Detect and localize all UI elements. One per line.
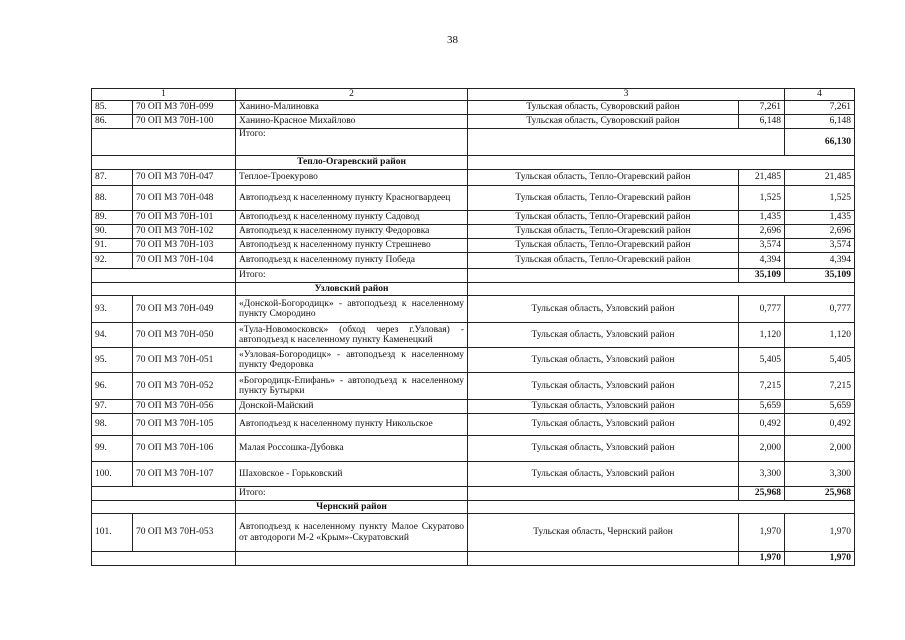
table-row bbox=[92, 462, 855, 487]
total-label: Итого: bbox=[236, 269, 468, 283]
total-label: Итого: bbox=[236, 129, 468, 156]
road-length-1: 21,485 bbox=[739, 170, 785, 186]
total-empty-cell bbox=[468, 552, 739, 566]
district-row bbox=[92, 156, 855, 170]
district-empty-cell bbox=[468, 283, 855, 296]
road-code: 70 ОП МЗ 70Н-051 bbox=[133, 348, 236, 373]
road-name: Автоподъезд к населенному пункту Малое Скуратово от автодороги М-2 «Крым»-Скуратовский bbox=[236, 514, 468, 552]
road-length-2: 3,300 bbox=[785, 462, 855, 487]
road-length-2: 2,696 bbox=[785, 225, 855, 239]
road-location: Тульская область, Тепло-Огаревский район bbox=[468, 170, 739, 186]
road-length-1: 7,215 bbox=[739, 373, 785, 400]
header-row bbox=[92, 89, 855, 101]
road-location: Тульская область, Тепло-Огаревский район bbox=[468, 253, 739, 269]
row-number: 86. bbox=[92, 115, 133, 129]
road-length-1: 1,970 bbox=[739, 514, 785, 552]
road-name: Автоподъезд к населенному пункту Красногвардеец bbox=[236, 186, 468, 211]
district-name: Чернский район bbox=[236, 501, 468, 514]
total-length bbox=[785, 129, 855, 156]
header-cell-3: 3 bbox=[468, 89, 785, 101]
district-row bbox=[92, 501, 855, 514]
row-number: 90. bbox=[92, 225, 133, 239]
road-location: Тульская область, Узловский район bbox=[468, 414, 739, 436]
road-code: 70 ОП МЗ 70Н-048 bbox=[133, 186, 236, 211]
row-number: 85. bbox=[92, 101, 133, 115]
district-name: Узловский район bbox=[236, 283, 468, 296]
road-length-2: 1,970 bbox=[785, 514, 855, 552]
road-length-2: 1,435 bbox=[785, 211, 855, 225]
road-name: Автоподъезд к населенному пункту Стрешнево bbox=[236, 239, 468, 253]
total-length-1: 25,968 bbox=[739, 487, 785, 501]
table-row bbox=[92, 296, 855, 323]
road-location: Тульская область, Тепло-Огаревский район bbox=[468, 239, 739, 253]
road-code: 70 ОП МЗ 70Н-102 bbox=[133, 225, 236, 239]
road-name: «Узловая-Богородицк» - автоподъезд к населенному пункту Федоровка bbox=[236, 348, 468, 373]
header-cell-4: 4 bbox=[785, 89, 855, 101]
table-row bbox=[92, 414, 855, 436]
road-code: 70 ОП МЗ 70Н-050 bbox=[133, 323, 236, 348]
road-code: 70 ОП МЗ 70Н-103 bbox=[133, 239, 236, 253]
road-name: Автоподъезд к населенному пункту Никольское bbox=[236, 414, 468, 436]
roads-table bbox=[91, 88, 855, 566]
total-empty-cell bbox=[92, 269, 236, 283]
row-number: 100. bbox=[92, 462, 133, 487]
total-length-2: 25,968 bbox=[785, 487, 855, 501]
table-row bbox=[92, 514, 855, 552]
road-name: Теплое-Троекурово bbox=[236, 170, 468, 186]
road-length-2: 1,120 bbox=[785, 323, 855, 348]
road-length-1: 1,435 bbox=[739, 211, 785, 225]
row-number: 93. bbox=[92, 296, 133, 323]
row-number: 96. bbox=[92, 373, 133, 400]
row-number: 87. bbox=[92, 170, 133, 186]
table-row bbox=[92, 101, 855, 115]
road-name: Малая Россошка-Дубовка bbox=[236, 436, 468, 462]
road-length-2: 0,492 bbox=[785, 414, 855, 436]
road-code: 70 ОП МЗ 70Н-047 bbox=[133, 170, 236, 186]
road-location: Тульская область, Узловский район bbox=[468, 400, 739, 414]
total-length-1: 35,109 bbox=[739, 269, 785, 283]
road-name: «Богородицк-Епифань» - автоподъезд к населенному пункту Бутырки bbox=[236, 373, 468, 400]
road-length-2: 7,261 bbox=[785, 101, 855, 115]
table-row bbox=[92, 348, 855, 373]
road-length-2: 5,659 bbox=[785, 400, 855, 414]
road-location: Тульская область, Тепло-Огаревский район bbox=[468, 211, 739, 225]
table-row bbox=[92, 239, 855, 253]
road-length-2: 6,148 bbox=[785, 115, 855, 129]
district-empty-cell bbox=[92, 501, 236, 514]
table-row bbox=[92, 211, 855, 225]
road-length-2: 4,394 bbox=[785, 253, 855, 269]
row-number: 101. bbox=[92, 514, 133, 552]
road-code: 70 ОП МЗ 70Н-105 bbox=[133, 414, 236, 436]
road-length-2: 2,000 bbox=[785, 436, 855, 462]
road-location: Тульская область, Тепло-Огаревский район bbox=[468, 225, 739, 239]
district-name: Тепло-Огаревский район bbox=[236, 156, 468, 170]
road-length-2: 5,405 bbox=[785, 348, 855, 373]
road-name: Автоподъезд к населенному пункту Федоровка bbox=[236, 225, 468, 239]
row-number: 91. bbox=[92, 239, 133, 253]
road-location: Тульская область, Узловский район bbox=[468, 373, 739, 400]
road-location: Тульская область, Суворовский район bbox=[468, 115, 739, 129]
road-name: Ханино-Красное Михайлово bbox=[236, 115, 468, 129]
road-code: 70 ОП МЗ 70Н-101 bbox=[133, 211, 236, 225]
district-empty-cell bbox=[468, 156, 855, 170]
road-length-1: 3,300 bbox=[739, 462, 785, 487]
road-length-1: 0,777 bbox=[739, 296, 785, 323]
total-empty-cell bbox=[468, 487, 739, 501]
total-length-value: 66,130 bbox=[824, 136, 851, 147]
total-label bbox=[236, 552, 468, 566]
road-code: 70 ОП МЗ 70Н-099 bbox=[133, 101, 236, 115]
page-number: 38 bbox=[447, 34, 458, 46]
road-code: 70 ОП МЗ 70Н-049 bbox=[133, 296, 236, 323]
road-code: 70 ОП МЗ 70Н-100 bbox=[133, 115, 236, 129]
district-empty-cell bbox=[92, 283, 236, 296]
road-name: Шаховское - Горьковский bbox=[236, 462, 468, 487]
road-length-2: 1,525 bbox=[785, 186, 855, 211]
road-code: 70 ОП МЗ 70Н-056 bbox=[133, 400, 236, 414]
road-length-2: 21,485 bbox=[785, 170, 855, 186]
header-cell-2: 2 bbox=[236, 89, 468, 101]
road-code: 70 ОП МЗ 70Н-106 bbox=[133, 436, 236, 462]
road-location: Тульская область, Суворовский район bbox=[468, 101, 739, 115]
total-row bbox=[92, 129, 855, 156]
header-cell-1: 1 bbox=[92, 89, 236, 101]
road-code: 70 ОП МЗ 70Н-053 bbox=[133, 514, 236, 552]
table-row bbox=[92, 436, 855, 462]
table-row bbox=[92, 400, 855, 414]
total-row bbox=[92, 487, 855, 501]
road-length-1: 7,261 bbox=[739, 101, 785, 115]
table-row bbox=[92, 373, 855, 400]
total-empty-cell bbox=[468, 129, 785, 156]
district-row bbox=[92, 283, 855, 296]
total-row bbox=[92, 269, 855, 283]
road-length-1: 1,525 bbox=[739, 186, 785, 211]
road-name: Ханино-Малиновка bbox=[236, 101, 468, 115]
road-length-1: 5,405 bbox=[739, 348, 785, 373]
road-name: «Донской-Богородицк» - автоподъезд к населенному пункту Смородино bbox=[236, 296, 468, 323]
row-number: 89. bbox=[92, 211, 133, 225]
total-row bbox=[92, 552, 855, 566]
road-code: 70 ОП МЗ 70Н-104 bbox=[133, 253, 236, 269]
road-code: 70 ОП МЗ 70Н-107 bbox=[133, 462, 236, 487]
total-label: Итого: bbox=[236, 487, 468, 501]
road-name: «Тула-Новомосковск» (обход через г.Узловая) - автоподъезд к населенному пункту Каменецкий bbox=[236, 323, 468, 348]
table-row bbox=[92, 170, 855, 186]
road-length-1: 5,659 bbox=[739, 400, 785, 414]
road-length-1: 2,696 bbox=[739, 225, 785, 239]
row-number: 92. bbox=[92, 253, 133, 269]
road-name: Автоподъезд к населенному пункту Победа bbox=[236, 253, 468, 269]
total-length-2: 35,109 bbox=[785, 269, 855, 283]
row-number: 88. bbox=[92, 186, 133, 211]
table-row bbox=[92, 323, 855, 348]
road-name: Автоподъезд к населенному пункту Садовод bbox=[236, 211, 468, 225]
road-location: Тульская область, Узловский район bbox=[468, 436, 739, 462]
road-location: Тульская область, Чернский район bbox=[468, 514, 739, 552]
road-length-1: 4,394 bbox=[739, 253, 785, 269]
total-empty-cell bbox=[92, 552, 236, 566]
road-length-2: 3,574 bbox=[785, 239, 855, 253]
road-length-1: 2,000 bbox=[739, 436, 785, 462]
total-length-1: 1,970 bbox=[739, 552, 785, 566]
road-location: Тульская область, Узловский район bbox=[468, 323, 739, 348]
total-length-2: 1,970 bbox=[785, 552, 855, 566]
road-length-2: 0,777 bbox=[785, 296, 855, 323]
road-location: Тульская область, Узловский район bbox=[468, 296, 739, 323]
road-code: 70 ОП МЗ 70Н-052 bbox=[133, 373, 236, 400]
table-row bbox=[92, 253, 855, 269]
row-number: 97. bbox=[92, 400, 133, 414]
road-location: Тульская область, Узловский район bbox=[468, 348, 739, 373]
table-row bbox=[92, 115, 855, 129]
row-number: 98. bbox=[92, 414, 133, 436]
road-length-1: 3,574 bbox=[739, 239, 785, 253]
district-empty-cell bbox=[468, 501, 855, 514]
row-number: 95. bbox=[92, 348, 133, 373]
row-number: 99. bbox=[92, 436, 133, 462]
total-empty-cell bbox=[92, 129, 236, 156]
road-length-2: 7,215 bbox=[785, 373, 855, 400]
road-location: Тульская область, Узловский район bbox=[468, 462, 739, 487]
road-length-1: 6,148 bbox=[739, 115, 785, 129]
road-name: Донской-Майский bbox=[236, 400, 468, 414]
total-empty-cell bbox=[92, 487, 236, 501]
road-length-1: 1,120 bbox=[739, 323, 785, 348]
road-location: Тульская область, Тепло-Огаревский район bbox=[468, 186, 739, 211]
district-empty-cell bbox=[92, 156, 236, 170]
total-empty-cell bbox=[468, 269, 739, 283]
table-row bbox=[92, 186, 855, 211]
road-length-1: 0,492 bbox=[739, 414, 785, 436]
row-number: 94. bbox=[92, 323, 133, 348]
table-row bbox=[92, 225, 855, 239]
